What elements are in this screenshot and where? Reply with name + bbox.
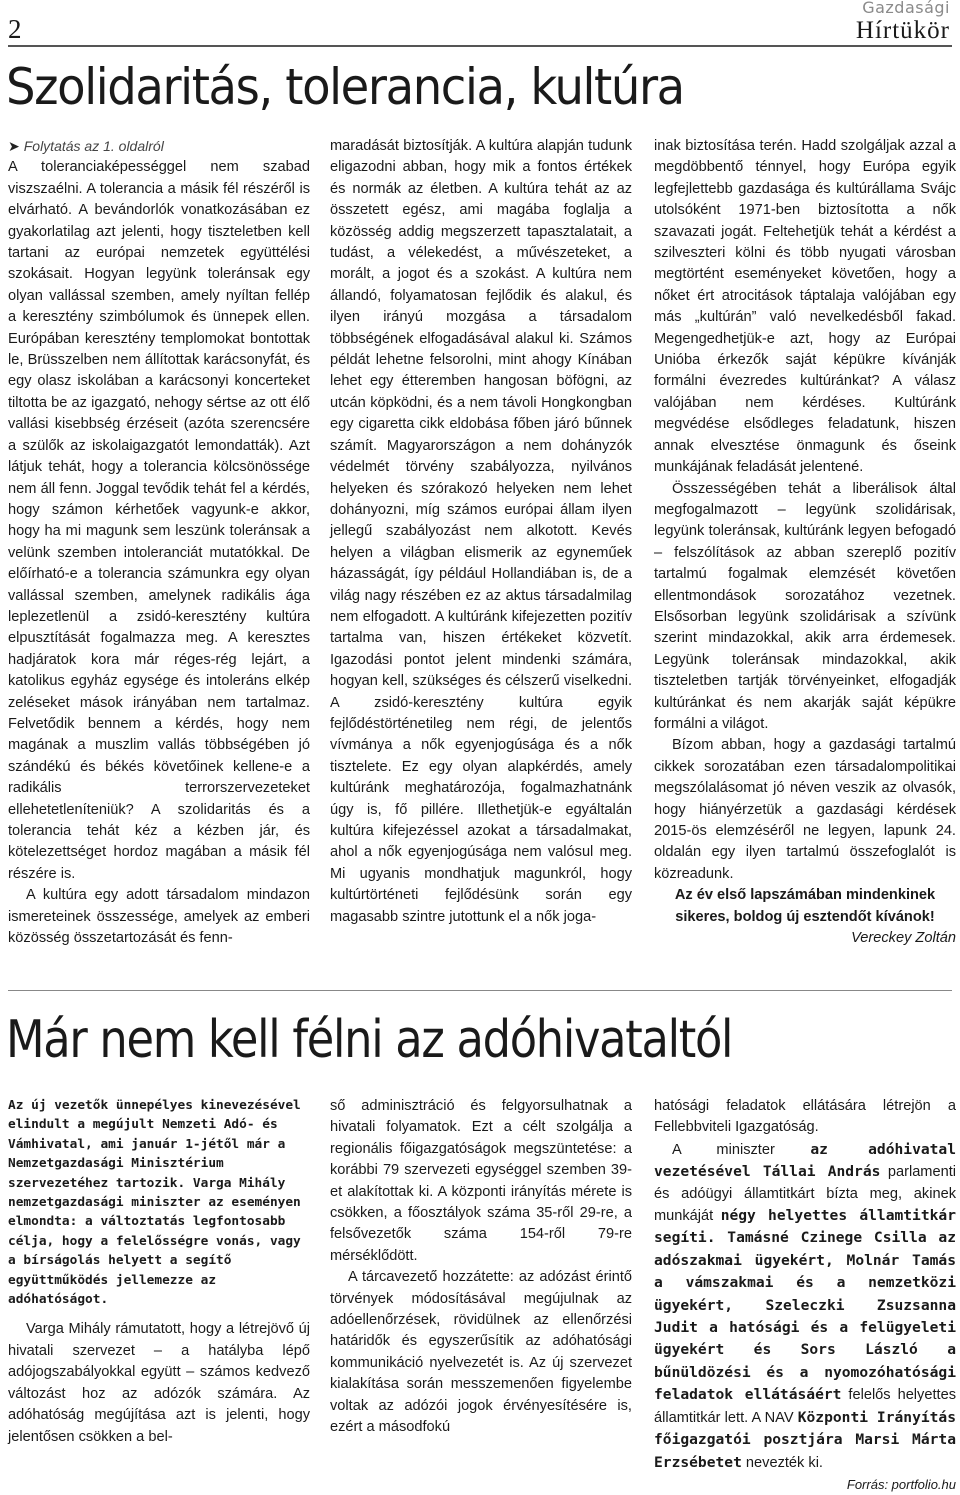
masthead-top: Gazdasági: [862, 0, 950, 17]
article-column-3: [654, 136, 956, 956]
lead-paragraph: Az új vezetők ünnepélyes kinevezésével elindult a megújult Nemzeti Adó- és Vámhivatal, ami január 1-jétől már a Nemzetgazdasági Minisztérium szervezetéhez tartozik. Varga Mihály nemzetgazdasági miniszter az eseményen elmondta: a változtatás legfontosabb célja, hogy a felelősségre vonás, vagy a bírságolás helyett a segítő együttműködés jellemezze az adóhatóságot.: [8, 1098, 301, 1308]
arrow-right-icon: ➤: [8, 138, 20, 154]
article-column-2: [330, 1096, 632, 1442]
source-credit: Forrás: portfolio.hu: [846, 1476, 956, 1492]
paragraph: ső adminisztráció és felgyorsulhatnak a hivatali folyamatok. Ezt a célt szolgálja a regionális főigazgatóságok megszüntetése: a korábbi 79 szervezeti egységgel szemben 39-et alakítottak ki. A központi irányítás mérete is csökken, a főosztályok száma 35-ről 29-re, a felsővezetők száma 154-ről 79-re mérséklődött.: [330, 1098, 632, 1264]
closing-greeting: Az év első lapszámában mindenkinek sikeres, boldog új esztendőt kívánok!: [674, 887, 936, 925]
paragraph: A kultúra egy adott társadalom mindazon ismereteinek összessége, amelyek az emberi közösség összetartozását és fenn-: [8, 887, 310, 947]
paragraph: Összességében tehát a liberálisok által megfogalmazott – legyünk szolidárisak, legyünk toleránsak, kultúránk legyen befogadó – felszólítások az abban szereplő pozitív tartalmú fogalmak elemzését követően ellentmondások sorozatához vezetnek. Elsősorban legyünk szolidárisak a szívünk szerint mindazokkal, akik arra érdemesek. Legyünk toleránsak mindazokkal, akik tiszteletben tartják törvényeinket, elfogadják kultúránkat és nem akarják saját képükre formálni a világot.: [654, 480, 956, 732]
page-number: 2: [8, 14, 22, 44]
paragraph: hatósági feladatok ellátására létrejön a Fellebbviteli Igazgatóság.: [654, 1098, 956, 1136]
article-column-2: [330, 136, 632, 956]
paragraph: maradását biztosítják. A kultúra alapján tudunk eligazodni abban, hogy mik a fontos értékek és normák az életben. A kultúra tehát az az összetett egész, ami magába foglalja a közösség addig megszerzett tapasztalatait, a tudást, a vélekedést, a művészeteket, a morált, a jogot és a szokást. A kultúra nem állandó, folyamatosan fejlődik és alakul, és ilyen irányú mozgása a társadalom többségének elfogadásával alakul ki. Számos példát lehetne felsorolni, mint ahogy Kínában lehet egy étteremben hangosan böfögni, az utcán köpködni, és a nem távoli Hongkongban egy cigaretta cikk eldobása főben járó bűnnek számít. Magyarországon a nem dohányzók védelmét törvény szabályozza, nyilvános helyeken és szórakozó helyeken nem lehet dohányozni, míg számos európai állam ilyen jellegű szabályozást nem alkotott. Kevés helyen a világban elismerik az egyneműek házasságát, így például Hollandiában is, de a világ nagy részében ez az aktus társadalmilag nem elfogadott. A kultúránk kifejezetten pozitív tartalma van, hiszen értékeket közvetít. Igazodási pontot jelent mindenki számára, hogyan kell, szükséges és célszerű viselkedni. A zsidó-keresztény kultúra egyik fejlődéstörténetileg nem régi, de jelentős vívmánya a nők egyenjogúsága és a nők tisztelete. Ez egy olyan alapkérdés, amely kultúránk meghatározója, fogalmazhatnánk úgy is, fő pillére. Illethetjük-e egyáltalán kultúra kifejezéssel azokat a társadalmakat, ahol a nők egyenjogúsága nem valósul meg. Mi ugyanis mondhatjuk magunkról, hogy kultúrtörténeti fejlődésünk során egy magasabb szintre jutottunk el a nők joga-: [330, 138, 632, 925]
paragraph: Varga Mihály rámutatott, hogy a létrejövő új hivatali szervezet – a hatályba lépő adójogszabályokkal együtt – számos kedvező változást hoz az adózók számára. Az adóhatóság megújítása azt is jelenti, hogy jelentősen csökken a bel-: [8, 1321, 310, 1445]
article-title: Már nem kell félni az adóhivataltól: [6, 1010, 733, 1070]
paragraph: A toleranciaképességgel nem szabad viszszaélni. A tolerancia a másik fél részéről is elvárható. A bevándorlók vonatkozásában ez gyakorlatilag azt jelenti, hogy tiszteletben kell tartani az európai nemzetek együttélési szokásait. Hogyan legyünk toleránsak egy olyan vallással szemben, amely nyíltan fellép a keresztény szimbólumok és ünnepek ellen. Európában keresztény templomokat bontottak le, Brüsszelben nem állítottak karácsonyfát, és egy olasz iskolában a karácsonyi koncerteket tiltotta be az igazgató, nehogy sértse az ott élő vallási kisebbség érzéseit (azóta szerencsére a szülők az iskolaigazgatót lemondatták). Azt látjuk tehát, hogy a tolerancia kölcsönössége nem áll fenn. Joggal tevődik tehát fel a kérdés, hogy számon kérhetőek vagyunk-e akkor, hogy ha mi magunk sem leszünk toleránsak a velünk szemben intoleranciát mutatókkal. De előírható-e a tolerancia számunkra egy olyan vallással szemben, amelynek radikális ága leplezetlenül a zsidó-keresztény kultúra elpusztítását fogalmazza meg. A keresztes hadjáratok kora már réges-rég lejárt, a katolikus egyház egysége és intoleráns elkép zeléseket mások irányában nem tartalmaz. Felvetődik bennem a kérdés, hogy nem magának a muszlim vallás többségében jó szándékú és békés követőinek kellene-e a radikális terrorszervezeteket ellehetetleníteniük? A szolidaritás és a tolerancia tehát kéz a kézben jár, és kötelezettséget hordoz magában a másik fél részére is.: [8, 159, 310, 882]
article-column-1: [8, 1096, 310, 1445]
article-title: Szolidaritás, tolerancia, kultúra: [6, 58, 684, 116]
paragraph: A miniszter az adóhivatal vezetésével Tállai András parlamenti és adóügyi államtitkárt bízta meg, akinek munkáját négy helyettes államtitkár segíti. Tamásné Czinege Csilla az adószakmai ügyekért, Molnár Tamás a vámszakmai és a nemzetközi ügyekért, Szeleczki Zsuzsanna Judit a hatósági és a felügyeleti ügyekért és Sors László a bűnüldözési és a nyomozóhatósági feladatok ellátásáért felelős helyettes államtitkár lett. A NAV Központi Irányítás főigazgatói posztjára Marsi Márta Erzsébetet nevezték ki.: [654, 1140, 956, 1471]
section-rule: [8, 990, 952, 991]
author-signature: Vereckey Zoltán: [851, 930, 956, 947]
masthead: [856, 0, 950, 43]
paragraph: A tárcavezető hozzátette: az adózást érintő törvények módosításával megújulnak az adóellenőrzések, rövidülnek az ellenőrzési határidők és egyszerűsítik az adóhatósági kommunikáció nyelvezetét is. Az új szervezet kialakítása során messzemenően figyelembe voltak az adózói jogok érvényesítésére is, ezért a másodfokú: [330, 1269, 632, 1436]
continued-note: ➤ Folytatás az 1. oldalról: [8, 138, 164, 154]
masthead-title: Hírtükör: [855, 17, 950, 44]
paragraph: Bízom abban, hogy a gazdasági tartalmú cikkek sorozatában ezen társadalompolitikai megszólalásomat jó néven veszik az olvasók, hogy hiányérzetük a gazdasági kérdések 2015-ös elemzéséről ne legyen, lapunk 24. oldalán egy ilyen tartalmú összefoglalót is közreadunk.: [654, 737, 956, 882]
article-column-1: [8, 136, 310, 956]
header-rule: [8, 45, 952, 47]
paragraph: inak biztosítása terén. Hadd szolgáljak azzal a megdöbbentő ténnyel, hogy Európa egyik legfejlettebb gazdasága és kultúrállama Svájc utolsóként 1971-ben biztosította a nők szavazati jogát. Feltehetjük tehát a kérdést a szilveszteri kölni és több nyugati városban megtörtént eseményeket követően, hogy a nőket ért atrocitások táptalaja valójában egy más „kultúrán” való nevelkedésből fakad. Megengedhetjük-e azt, hogy az Európai Unióba érkezők saját képükre kívánják formálni évezredes kultúránkat? A válasz valójában nem kérdéses. Kultúránk megvédése elsődleges feladatunk, hiszen annak elvesztése önmagunk és őseink munkájának feladását jelentené.: [654, 138, 956, 476]
article-column-3: [654, 1096, 956, 1492]
